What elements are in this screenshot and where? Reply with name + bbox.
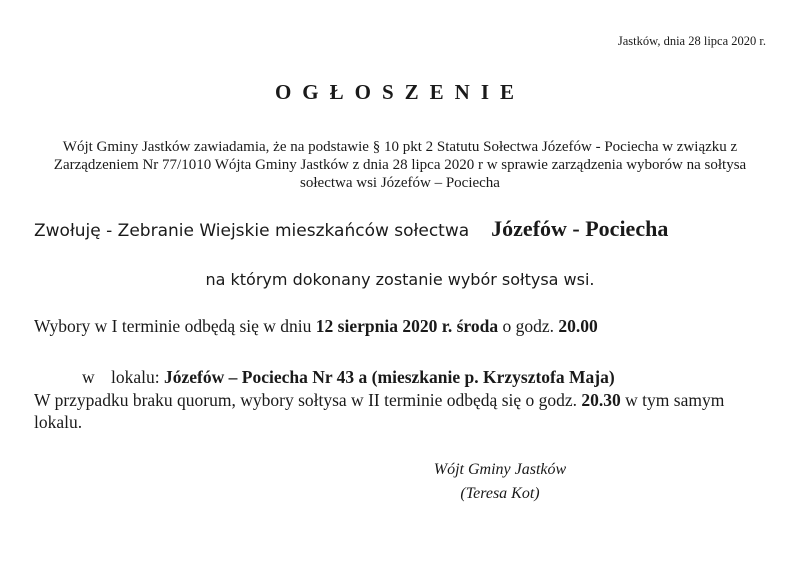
place-prefix: w	[82, 367, 95, 387]
quorum-prefix: W przypadku braku quorum, wybory sołtysa w II terminie odbędą się o godz.	[34, 390, 578, 410]
quorum-paragraph	[34, 389, 774, 433]
quorum-suffix: w tym samym lokalu.	[34, 390, 725, 432]
election-time: 20.00	[558, 316, 598, 336]
quorum-time: 20.30	[581, 390, 621, 410]
signature-role: Wójt Gminy Jastków	[433, 461, 567, 478]
place-label: lokalu:	[111, 367, 160, 387]
election-prefix: Wybory w I terminie odbędą się w dniu	[34, 316, 312, 336]
date-line: Jastków, dnia 28 lipca 2020 r.	[617, 34, 766, 48]
place-address: Józefów – Pociecha Nr 43 a (mieszkanie p. Krzysztofa Maja)	[164, 367, 615, 387]
convene-line	[34, 216, 668, 242]
purpose-line: na którym dokonany zostanie wybór sołtysa wsi.	[205, 270, 595, 289]
election-middle: o godz.	[502, 316, 555, 336]
convene-text: Zwołuję - Zebranie Wiejskie mieszkańców sołectwa	[34, 221, 470, 241]
election-date: 12 sierpnia 2020 r. środa	[315, 316, 499, 336]
village-name: Józefów - Pociecha	[491, 216, 669, 241]
announcement-title: OGŁOSZENIE	[274, 80, 526, 104]
signature-block	[380, 458, 620, 506]
election-line	[34, 316, 598, 337]
place-line	[82, 367, 615, 388]
signature-name: (Teresa Kot)	[460, 485, 540, 502]
intro-paragraph: Wójt Gminy Jastków zawiadamia, że na podstawie § 10 pkt 2 Statutu Sołectwa Józefów - Pociecha w związku z Zarządzeniem Nr 77/1010 Wójta Gminy Jastków z dnia 28 lipca 2020 r w sprawie zarządzenia wyborów na sołtysa sołectwa wsi Józefów – Pociecha	[53, 139, 747, 191]
